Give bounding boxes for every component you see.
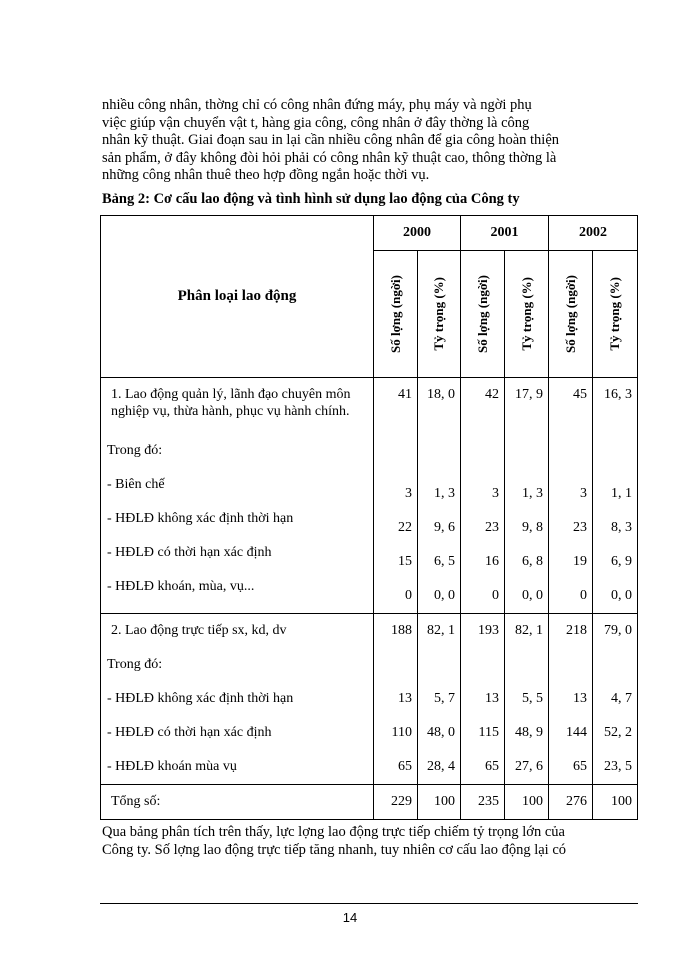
value-cell: 79, 0 4, 7 52, 2 23, 5	[593, 614, 638, 785]
total-value: 100	[505, 785, 549, 820]
value-cell: 82, 1 5, 5 48, 9 27, 6	[505, 614, 549, 785]
subheader-share: Tỷ trọng (%)	[418, 251, 461, 378]
value-cell: 17, 9 1, 3 9, 8 6, 8 0, 0	[505, 378, 549, 614]
text-line: nhân kỹ thuật. Giai đoạn sau in lại cần nhiều công nhân để gia công hoàn thiện	[102, 132, 560, 148]
total-value: 235	[461, 785, 505, 820]
subheader-share: Tỷ trọng (%)	[505, 251, 549, 378]
value-cell: 218 13 144 65	[549, 614, 593, 785]
header-category: Phân loại lao động	[101, 216, 374, 378]
year-header: 2000	[374, 216, 461, 251]
total-value: 276	[549, 785, 593, 820]
value-cell: 18, 0 1, 3 9, 6 6, 5 0, 0	[418, 378, 461, 614]
text-line: những công nhân thuê theo hợp đồng ngắn hoặc thời vụ.	[102, 167, 430, 183]
text-line: nhiều công nhân, thờng chỉ có công nhân đứng máy, phụ máy và ngời phụ	[102, 97, 532, 113]
value-cell: 16, 3 1, 1 8, 3 6, 9 0, 0	[593, 378, 638, 614]
value-cell: 188 13 110 65	[374, 614, 418, 785]
total-value: 100	[593, 785, 638, 820]
outro-paragraph	[102, 824, 634, 859]
value-cell: 45 3 23 19 0	[549, 378, 593, 614]
table-row-total	[101, 785, 638, 820]
year-header: 2001	[461, 216, 549, 251]
text-line: việc giúp vận chuyển vật t, hàng gia công, công nhân ở đây thờng là công	[102, 114, 530, 131]
row-label-cell: 2. Lao động trực tiếp sx, kd, dv Trong đó: - HĐLĐ không xác định thời hạn - HĐLĐ có thời hạn xác định - HĐLĐ khoán mùa vụ	[101, 614, 374, 785]
year-header: 2002	[549, 216, 638, 251]
text-line: Công ty. Số lợng lao động trực tiếp tăng nhanh, tuy nhiên cơ cấu lao động lại có	[102, 841, 567, 858]
page-number: 14	[342, 910, 358, 925]
value-cell: 193 13 115 65	[461, 614, 505, 785]
total-value: 229	[374, 785, 418, 820]
subheader-count: Số lợng (ngời)	[549, 251, 593, 378]
value-cell: 41 3 22 15 0	[374, 378, 418, 614]
subheader-count: Số lợng (ngời)	[461, 251, 505, 378]
text-line: Qua bảng phân tích trên thấy, lực lợng lao động trực tiếp chiếm tỷ trọng lớn của	[102, 824, 565, 840]
row-label-cell: 1. Lao động quản lý, lãnh đạo chuyên môn nghiệp vụ, thừa hành, phục vụ hành chính. Trong đó: - Biên chế - HĐLĐ không xác định thời hạn - HĐLĐ có thời hạn xác định - HĐLĐ khoán, mùa, vụ...	[101, 378, 374, 614]
subheader-share: Tỷ trọng (%)	[593, 251, 638, 378]
labor-structure-table	[100, 215, 638, 820]
total-value: 100	[418, 785, 461, 820]
table-caption: Bảng 2: Cơ cấu lao động và tình hình sử dụng lao động của Công ty	[102, 191, 520, 207]
table-row-block-2	[101, 614, 638, 785]
total-label: Tổng số:	[101, 785, 374, 820]
text-line: sản phẩm, ở đây không đòi hỏi phải có công nhân kỹ thuật cao, thông thờng là	[102, 149, 557, 166]
subheader-count: Số lợng (ngời)	[374, 251, 418, 378]
footer-divider	[100, 903, 638, 904]
table-row-block-1	[101, 378, 638, 614]
intro-paragraph	[102, 97, 634, 185]
value-cell: 82, 1 5, 7 48, 0 28, 4	[418, 614, 461, 785]
value-cell: 42 3 23 16 0	[461, 378, 505, 614]
